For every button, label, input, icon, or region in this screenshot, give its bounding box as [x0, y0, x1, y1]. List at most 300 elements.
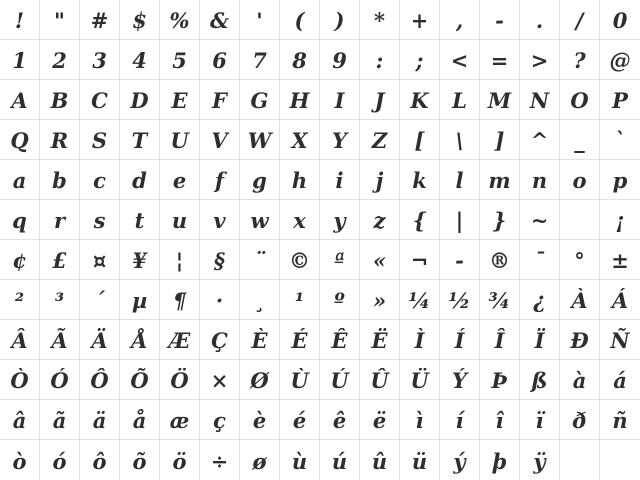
glyph-cell[interactable]	[40, 200, 80, 240]
glyph-cell[interactable]	[440, 320, 480, 360]
glyph-cell[interactable]	[160, 120, 200, 160]
glyph-cell[interactable]	[400, 160, 440, 200]
glyph-cell[interactable]	[160, 0, 200, 40]
glyph-cell[interactable]	[200, 200, 240, 240]
glyph-cell[interactable]	[120, 80, 160, 120]
glyph-cell[interactable]	[600, 240, 640, 280]
glyph-cell[interactable]	[280, 240, 320, 280]
glyph-cell[interactable]	[80, 40, 120, 80]
glyph-cell[interactable]	[480, 400, 520, 440]
glyph-cell[interactable]	[320, 360, 360, 400]
glyph-cell[interactable]	[560, 0, 600, 40]
glyph-cell[interactable]	[360, 320, 400, 360]
glyph-cell[interactable]	[40, 320, 80, 360]
glyph-cell[interactable]	[560, 280, 600, 320]
glyph: À	[571, 288, 588, 313]
glyph-cell[interactable]	[80, 280, 120, 320]
glyph-cell[interactable]	[40, 400, 80, 440]
glyph: ý	[453, 448, 466, 474]
glyph-cell[interactable]	[240, 0, 280, 40]
glyph-cell[interactable]	[240, 240, 280, 280]
glyph-cell[interactable]	[320, 0, 360, 40]
glyph-cell[interactable]	[280, 160, 320, 200]
glyph: å	[132, 408, 147, 433]
glyph-cell[interactable]	[0, 320, 40, 360]
glyph: g	[252, 168, 267, 193]
glyph: ,	[455, 8, 464, 33]
glyph-cell[interactable]	[240, 320, 280, 360]
glyph-cell[interactable]	[320, 400, 360, 440]
glyph-cell[interactable]	[480, 360, 520, 400]
glyph-cell[interactable]	[120, 200, 160, 240]
glyph: §	[214, 248, 225, 273]
glyph-cell[interactable]	[200, 360, 240, 400]
glyph: É	[291, 328, 308, 353]
glyph: ¼	[408, 288, 431, 313]
glyph-cell[interactable]	[360, 0, 400, 40]
glyph-cell[interactable]	[400, 40, 440, 80]
glyph: @	[609, 48, 631, 73]
glyph-cell[interactable]	[480, 160, 520, 200]
glyph-cell[interactable]	[240, 40, 280, 80]
glyph: Ç	[211, 328, 228, 353]
glyph: ½	[448, 288, 471, 313]
glyph-cell[interactable]	[80, 0, 120, 40]
glyph-cell[interactable]	[520, 80, 560, 120]
glyph-cell[interactable]	[40, 0, 80, 40]
glyph-cell[interactable]	[240, 400, 280, 440]
glyph-cell[interactable]	[440, 280, 480, 320]
glyph-cell[interactable]	[80, 440, 120, 480]
empty-glyph-cell	[600, 440, 640, 480]
glyph-cell[interactable]	[480, 40, 520, 80]
glyph: Ò	[10, 368, 29, 393]
glyph: %	[169, 8, 190, 33]
glyph-cell[interactable]	[600, 360, 640, 400]
glyph-cell[interactable]	[560, 400, 600, 440]
glyph: Ê	[331, 328, 348, 353]
glyph: s	[93, 208, 106, 233]
glyph-cell[interactable]	[0, 200, 40, 240]
glyph: Ù	[290, 368, 309, 393]
glyph-cell[interactable]	[280, 120, 320, 160]
glyph-cell[interactable]	[480, 80, 520, 120]
glyph-cell[interactable]	[120, 120, 160, 160]
glyph: Å	[131, 328, 148, 353]
glyph: )	[334, 8, 345, 33]
glyph-cell[interactable]	[360, 80, 400, 120]
glyph: G	[250, 88, 269, 113]
glyph-cell[interactable]	[40, 40, 80, 80]
glyph-cell[interactable]	[440, 400, 480, 440]
glyph-cell[interactable]	[520, 400, 560, 440]
glyph: U	[170, 128, 189, 153]
glyph-cell[interactable]	[600, 40, 640, 80]
glyph-cell[interactable]	[480, 440, 520, 480]
glyph-cell[interactable]	[560, 120, 600, 160]
glyph-cell[interactable]	[400, 240, 440, 280]
glyph-cell[interactable]	[240, 360, 280, 400]
glyph-cell[interactable]	[80, 360, 120, 400]
glyph-cell[interactable]	[360, 400, 400, 440]
glyph-cell[interactable]	[80, 80, 120, 120]
glyph-cell[interactable]	[280, 320, 320, 360]
glyph: J	[374, 88, 385, 113]
glyph: v	[213, 208, 226, 233]
glyph-cell[interactable]	[240, 160, 280, 200]
glyph-cell[interactable]	[600, 280, 640, 320]
glyph: Ñ	[610, 328, 630, 353]
glyph-cell[interactable]	[80, 320, 120, 360]
glyph-cell[interactable]	[120, 440, 160, 480]
glyph: Y	[332, 128, 347, 153]
glyph: ¥	[132, 248, 147, 273]
glyph-cell[interactable]	[160, 280, 200, 320]
glyph-cell[interactable]	[560, 240, 600, 280]
glyph-cell[interactable]	[440, 40, 480, 80]
glyph: ³	[54, 288, 65, 313]
glyph-cell[interactable]	[320, 240, 360, 280]
glyph-cell[interactable]	[0, 40, 40, 80]
glyph: Z	[371, 128, 388, 153]
glyph-cell[interactable]	[320, 320, 360, 360]
glyph-cell[interactable]	[80, 120, 120, 160]
glyph: Æ	[168, 328, 191, 353]
glyph: Õ	[130, 368, 149, 393]
glyph: {	[412, 208, 427, 233]
glyph: º	[334, 288, 345, 313]
glyph-cell[interactable]	[440, 200, 480, 240]
glyph-cell[interactable]	[280, 400, 320, 440]
glyph-cell[interactable]	[280, 80, 320, 120]
glyph-cell[interactable]	[520, 0, 560, 40]
glyph: é	[292, 408, 307, 433]
glyph: +	[410, 8, 429, 33]
glyph-cell[interactable]	[320, 200, 360, 240]
glyph: ¾	[488, 288, 511, 313]
glyph-cell[interactable]	[400, 280, 440, 320]
glyph-cell[interactable]	[520, 40, 560, 80]
glyph-cell[interactable]	[0, 80, 40, 120]
glyph-cell[interactable]	[480, 240, 520, 280]
glyph-cell[interactable]	[320, 120, 360, 160]
glyph-cell[interactable]	[280, 0, 320, 40]
glyph: C	[91, 88, 108, 113]
glyph: ÿ	[533, 448, 546, 474]
glyph: F	[212, 88, 227, 113]
glyph: ø	[252, 448, 267, 474]
glyph: ù	[291, 448, 308, 474]
glyph: k	[412, 168, 427, 193]
glyph: a	[12, 168, 27, 193]
glyph-cell[interactable]	[320, 40, 360, 80]
glyph: V	[211, 128, 228, 153]
glyph: Ô	[90, 368, 109, 393]
glyph-cell[interactable]	[160, 320, 200, 360]
glyph: w	[250, 208, 269, 233]
glyph-cell[interactable]	[520, 240, 560, 280]
glyph: .	[535, 8, 544, 33]
glyph-cell[interactable]	[520, 360, 560, 400]
glyph: \	[455, 128, 464, 153]
glyph-cell[interactable]	[400, 0, 440, 40]
glyph-cell[interactable]	[440, 240, 480, 280]
glyph: »	[372, 288, 387, 313]
glyph-cell[interactable]	[200, 280, 240, 320]
glyph: Ö	[170, 368, 189, 393]
glyph-cell[interactable]	[0, 0, 40, 40]
glyph: «	[372, 248, 387, 273]
glyph-cell[interactable]	[360, 120, 400, 160]
glyph-cell[interactable]	[520, 200, 560, 240]
glyph: ô	[92, 448, 107, 474]
glyph-cell[interactable]	[160, 200, 200, 240]
glyph: ï	[535, 408, 544, 433]
glyph: L	[452, 88, 467, 113]
glyph-cell[interactable]	[560, 160, 600, 200]
glyph: ¬	[410, 248, 429, 273]
glyph-cell[interactable]	[440, 120, 480, 160]
glyph: õ	[132, 448, 147, 474]
glyph-cell[interactable]	[0, 240, 40, 280]
glyph: °	[574, 248, 585, 273]
glyph-cell[interactable]	[360, 40, 400, 80]
empty-glyph-cell	[560, 440, 600, 480]
glyph: ·	[215, 288, 224, 313]
glyph-cell[interactable]	[40, 360, 80, 400]
glyph-cell[interactable]	[120, 320, 160, 360]
glyph: H	[289, 88, 310, 113]
glyph-cell[interactable]	[440, 160, 480, 200]
glyph-cell[interactable]	[200, 400, 240, 440]
glyph: û	[371, 448, 388, 474]
glyph: ñ	[612, 408, 628, 433]
glyph-cell[interactable]	[320, 160, 360, 200]
glyph-cell[interactable]	[480, 200, 520, 240]
glyph: ¨	[254, 248, 265, 273]
glyph: ¸	[254, 288, 265, 313]
glyph-cell[interactable]	[0, 440, 40, 480]
glyph-cell[interactable]	[600, 0, 640, 40]
glyph: ß	[531, 368, 548, 393]
glyph-cell[interactable]	[480, 0, 520, 40]
glyph-cell[interactable]	[120, 240, 160, 280]
glyph-cell[interactable]	[360, 240, 400, 280]
glyph-cell[interactable]	[280, 360, 320, 400]
glyph-cell[interactable]	[160, 240, 200, 280]
glyph-cell[interactable]	[240, 120, 280, 160]
glyph: ò	[12, 448, 27, 474]
glyph-cell[interactable]	[440, 80, 480, 120]
glyph: Â	[11, 328, 28, 353]
glyph: d	[132, 168, 147, 193]
glyph: ¦	[175, 248, 184, 273]
glyph: ¹	[294, 288, 305, 313]
glyph-cell[interactable]	[600, 120, 640, 160]
glyph-cell[interactable]	[240, 440, 280, 480]
glyph: E	[171, 88, 188, 113]
glyph-cell[interactable]	[80, 240, 120, 280]
glyph-cell[interactable]	[400, 200, 440, 240]
glyph: ´	[94, 288, 105, 313]
glyph-cell[interactable]	[200, 240, 240, 280]
glyph-cell[interactable]	[400, 400, 440, 440]
glyph-cell[interactable]	[600, 80, 640, 120]
glyph-cell[interactable]	[360, 280, 400, 320]
glyph-cell[interactable]	[360, 440, 400, 480]
glyph-cell[interactable]	[600, 200, 640, 240]
glyph-cell[interactable]	[600, 320, 640, 360]
glyph: -	[455, 248, 464, 273]
glyph-cell[interactable]	[160, 80, 200, 120]
glyph-cell[interactable]	[600, 400, 640, 440]
glyph-cell[interactable]	[600, 160, 640, 200]
glyph: 0	[612, 8, 628, 33]
glyph-cell[interactable]	[200, 80, 240, 120]
glyph-cell[interactable]	[120, 160, 160, 200]
glyph-cell[interactable]	[400, 80, 440, 120]
glyph-cell[interactable]	[400, 120, 440, 160]
glyph: O	[570, 88, 589, 113]
glyph: &	[210, 8, 229, 33]
glyph-cell[interactable]	[280, 440, 320, 480]
glyph-cell[interactable]	[360, 160, 400, 200]
glyph: -	[495, 8, 504, 33]
glyph: Ã	[51, 328, 68, 353]
glyph-cell[interactable]	[480, 320, 520, 360]
glyph-cell[interactable]	[160, 400, 200, 440]
glyph: r	[53, 208, 66, 233]
glyph-cell[interactable]	[320, 280, 360, 320]
glyph-cell[interactable]	[0, 400, 40, 440]
glyph: ²	[14, 288, 25, 313]
glyph-cell[interactable]	[120, 40, 160, 80]
glyph: Q	[10, 128, 29, 153]
glyph: Í	[454, 328, 465, 353]
glyph: £	[52, 248, 67, 273]
glyph-cell[interactable]	[80, 400, 120, 440]
glyph-cell[interactable]	[480, 280, 520, 320]
glyph: ]	[494, 128, 505, 153]
glyph: j	[375, 168, 384, 193]
glyph-cell[interactable]	[400, 440, 440, 480]
glyph-cell[interactable]	[440, 0, 480, 40]
glyph-cell[interactable]	[80, 200, 120, 240]
glyph-cell[interactable]	[320, 80, 360, 120]
glyph-cell[interactable]	[280, 280, 320, 320]
glyph-cell[interactable]	[200, 0, 240, 40]
glyph: R	[50, 128, 69, 153]
glyph: >	[530, 48, 549, 73]
glyph-cell[interactable]	[360, 200, 400, 240]
empty-glyph-cell	[560, 200, 600, 240]
glyph-cell[interactable]	[200, 320, 240, 360]
glyph-cell[interactable]	[480, 120, 520, 160]
glyph: B	[50, 88, 69, 113]
glyph-cell[interactable]	[520, 440, 560, 480]
glyph-cell[interactable]	[520, 320, 560, 360]
glyph-cell[interactable]	[160, 160, 200, 200]
glyph-cell[interactable]	[560, 80, 600, 120]
glyph-cell[interactable]	[560, 320, 600, 360]
glyph-cell[interactable]	[160, 440, 200, 480]
glyph-cell[interactable]	[120, 360, 160, 400]
glyph: ~	[530, 208, 549, 233]
glyph: m	[488, 168, 511, 193]
glyph-cell[interactable]	[200, 160, 240, 200]
glyph-cell[interactable]	[520, 280, 560, 320]
glyph: i	[335, 168, 344, 193]
glyph-cell[interactable]	[200, 440, 240, 480]
glyph-cell[interactable]	[200, 40, 240, 80]
glyph-cell[interactable]	[520, 120, 560, 160]
glyph-cell[interactable]	[400, 320, 440, 360]
glyph: _	[574, 128, 585, 153]
glyph-cell[interactable]	[80, 160, 120, 200]
glyph-cell[interactable]	[40, 280, 80, 320]
glyph-cell[interactable]	[560, 40, 600, 80]
glyph-cell[interactable]	[520, 160, 560, 200]
glyph-cell[interactable]	[160, 360, 200, 400]
glyph-cell[interactable]	[0, 360, 40, 400]
glyph-cell[interactable]	[400, 360, 440, 400]
glyph: z	[373, 208, 386, 233]
glyph: ±	[611, 248, 629, 273]
glyph-cell[interactable]	[320, 440, 360, 480]
glyph: o	[572, 168, 587, 193]
glyph-cell[interactable]	[280, 40, 320, 80]
glyph: ã	[52, 408, 67, 433]
glyph: Ø	[250, 368, 269, 393]
glyph-cell[interactable]	[0, 160, 40, 200]
glyph: Ð	[570, 328, 589, 353]
glyph: ê	[332, 408, 347, 433]
glyph: Á	[611, 288, 629, 313]
glyph-cell[interactable]	[200, 120, 240, 160]
glyph-cell[interactable]	[440, 440, 480, 480]
glyph-cell[interactable]	[440, 360, 480, 400]
glyph-cell[interactable]	[120, 280, 160, 320]
glyph: b	[52, 168, 67, 193]
glyph-cell[interactable]	[40, 440, 80, 480]
glyph: (	[294, 8, 305, 33]
glyph-cell[interactable]	[0, 120, 40, 160]
glyph-cell[interactable]	[40, 160, 80, 200]
glyph: Ì	[414, 328, 425, 353]
glyph-cell[interactable]	[120, 400, 160, 440]
glyph: Ü	[410, 368, 429, 393]
glyph-cell[interactable]	[240, 200, 280, 240]
glyph-cell[interactable]	[120, 0, 160, 40]
glyph-cell[interactable]	[0, 280, 40, 320]
glyph-cell[interactable]	[40, 240, 80, 280]
glyph-cell[interactable]	[40, 80, 80, 120]
glyph: Û	[370, 368, 389, 393]
glyph: ð	[572, 408, 587, 433]
glyph: ?	[573, 48, 586, 73]
glyph-cell[interactable]	[160, 40, 200, 80]
glyph-cell[interactable]	[360, 360, 400, 400]
glyph-cell[interactable]	[40, 120, 80, 160]
glyph: Î	[494, 328, 505, 353]
glyph-cell[interactable]	[560, 360, 600, 400]
glyph: "	[54, 8, 65, 33]
glyph-cell[interactable]	[280, 200, 320, 240]
glyph-cell[interactable]	[240, 280, 280, 320]
glyph: e	[172, 168, 187, 193]
glyph-cell[interactable]	[240, 80, 280, 120]
glyph: ö	[172, 448, 187, 474]
